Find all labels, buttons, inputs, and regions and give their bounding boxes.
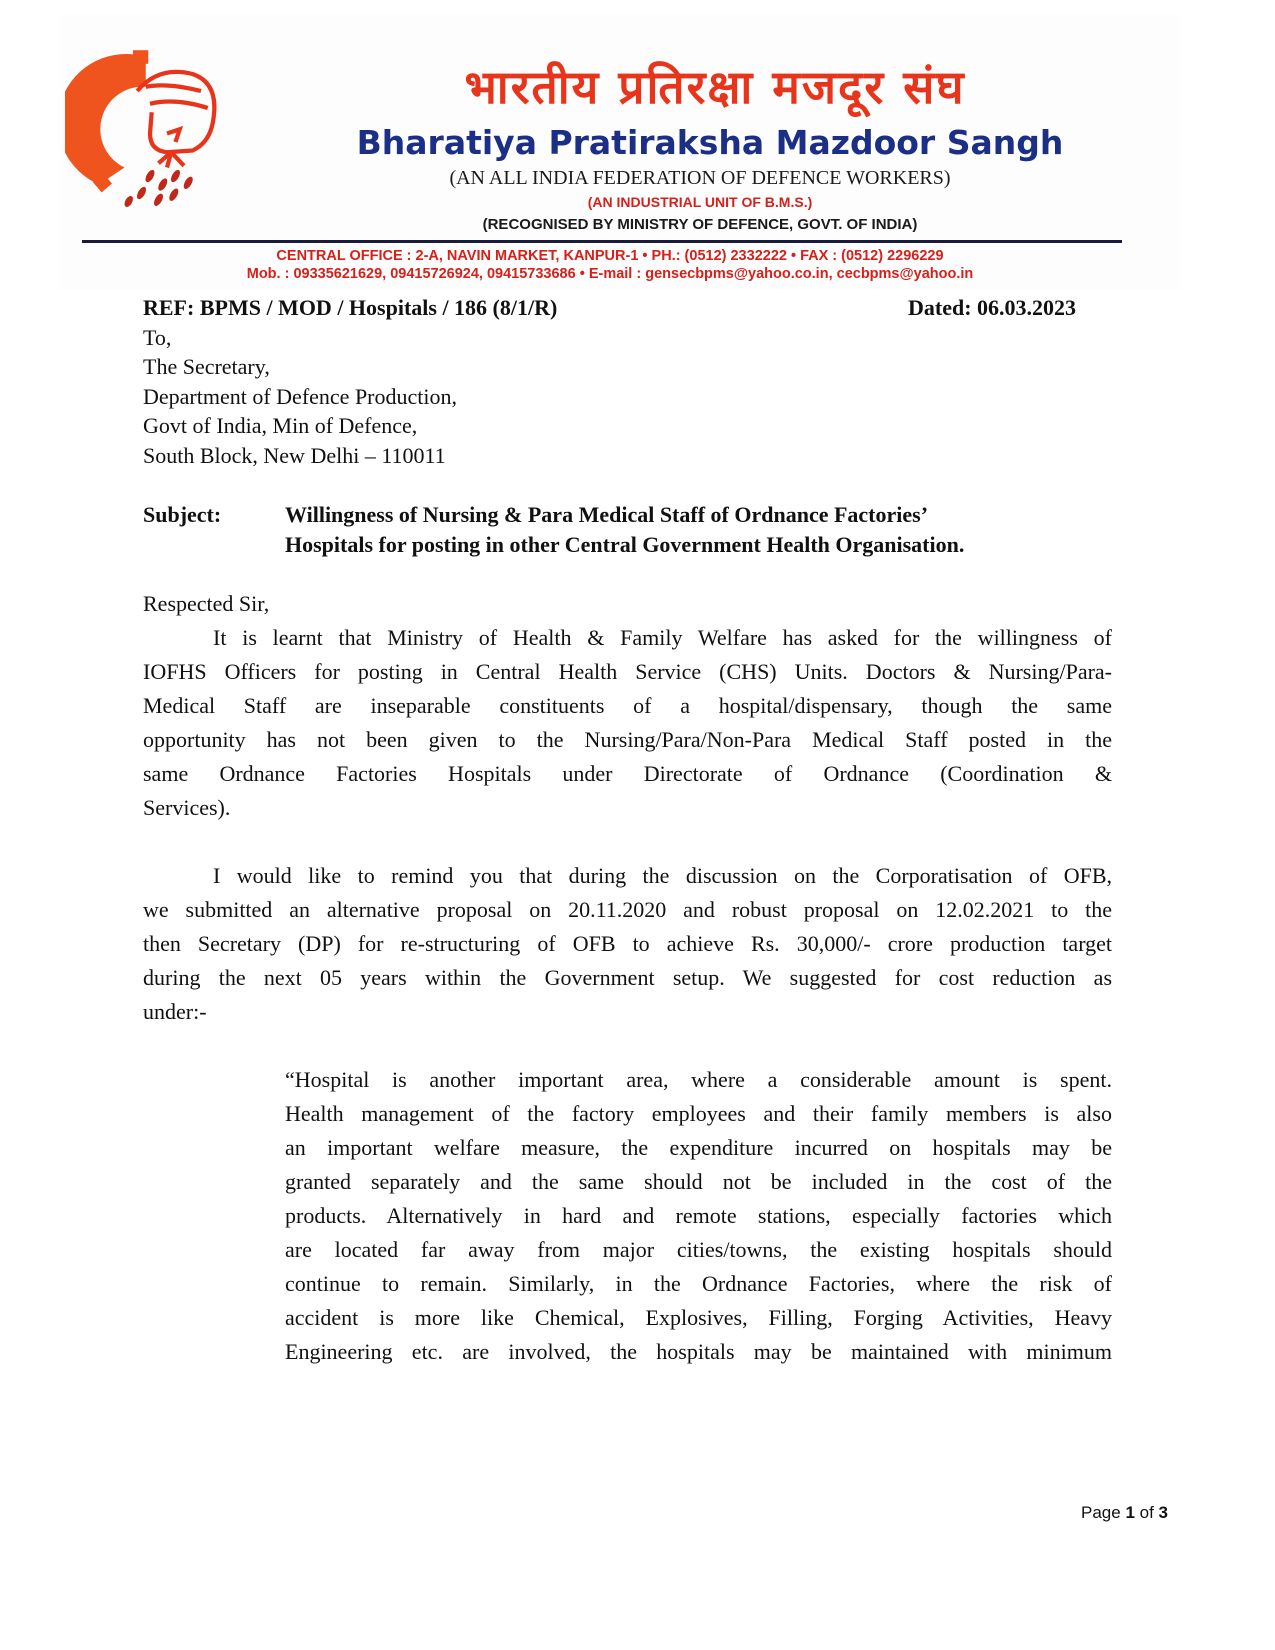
quote-line: “Hospital is another important area, where a considerable amount is spent.	[285, 1067, 1112, 1092]
quote-line: Health management of the factory employees and their family members is also	[285, 1101, 1112, 1126]
paragraph-line: Medical Staff are inseparable constituents of a hospital/dispensary, though the same	[143, 693, 1112, 718]
tagline-bms: (AN INDUSTRIAL UNIT OF B.M.S.)	[587, 194, 813, 210]
subject-line: Hospitals for posting in other Central Government Health Organisation.	[285, 532, 965, 557]
page-total: 3	[1158, 1503, 1168, 1522]
english-title: Bharatiya Pratiraksha Mazdoor Sangh	[356, 123, 1064, 162]
paragraph-line: same Ordnance Factories Hospitals under Directorate of Ordnance (Coordination &	[143, 761, 1112, 786]
page-number	[1081, 1503, 1168, 1523]
paragraph-line: we submitted an alternative proposal on 20.11.2020 and robust proposal on 12.02.2021 to the	[143, 897, 1112, 922]
paragraph-line: It is learnt that Ministry of Health & Family Welfare has asked for the willingness of	[213, 625, 1112, 650]
paragraph-1	[143, 621, 1112, 825]
hindi-title: भारतीय प्रतिरक्षा मजदूर संघ	[464, 60, 966, 114]
paragraph-line: Services).	[143, 795, 231, 820]
page-prefix: Page	[1081, 1503, 1126, 1522]
paragraph-line: opportunity has not been given to the Nursing/Para/Non-Para Medical Staff posted in the	[143, 727, 1112, 752]
page-current: 1	[1125, 1503, 1135, 1522]
letterhead-divider	[82, 240, 1122, 243]
paragraph-2	[143, 859, 1112, 1029]
to-label: To,	[143, 325, 172, 350]
subject-line: Willingness of Nursing & Para Medical Staff of Ordnance Factories’	[285, 502, 929, 527]
addressee-line: South Block, New Delhi – 110011	[143, 443, 446, 468]
paragraph-line: I would like to remind you that during the discussion on the Corporatisation of OFB,	[213, 863, 1112, 888]
paragraph-line: under:-	[143, 999, 207, 1024]
quote-line: Engineering etc. are involved, the hospitals may be maintained with minimum	[285, 1339, 1112, 1364]
addressee-line: Department of Defence Production,	[143, 384, 457, 409]
quote-line: continue to remain. Similarly, in the Ordnance Factories, where the risk of	[285, 1271, 1112, 1296]
letterhead	[60, 15, 1180, 290]
union-logo-icon	[65, 40, 235, 210]
paragraph-line: then Secretary (DP) for re-structuring of OFB to achieve Rs. 30,000/- crore production target	[143, 931, 1112, 956]
paragraph-line: during the next 05 years within the Government setup. We suggested for cost reduction as	[143, 965, 1112, 990]
quote-line: an important welfare measure, the expenditure incurred on hospitals may be	[285, 1135, 1112, 1160]
addressee-line: Govt of India, Min of Defence,	[143, 413, 418, 438]
contact-details: Mob. : 09335621629, 09415726924, 09415733686 • E-mail : gensecbpms@yahoo.co.in, cecbpms@yahoo.in	[246, 266, 974, 282]
salutation: Respected Sir,	[143, 591, 270, 616]
addressee-line: The Secretary,	[143, 354, 270, 379]
tagline-recognition: (RECOGNISED BY MINISTRY OF DEFENCE, GOVT. OF INDIA)	[482, 216, 918, 233]
quote-line: products. Alternatively in hard and remote stations, especially factories which	[285, 1203, 1112, 1228]
central-office-address: CENTRAL OFFICE : 2-A, NAVIN MARKET, KANPUR-1 • PH.: (0512) 2332222 • FAX : (0512) 2296229	[276, 248, 944, 264]
paragraph-line: IOFHS Officers for posting in Central Health Service (CHS) Units. Doctors & Nursing/Para-	[143, 659, 1112, 684]
quote-line: accident is more like Chemical, Explosives, Filling, Forging Activities, Heavy	[285, 1305, 1112, 1330]
subject-label: Subject:	[143, 502, 222, 527]
page-of: of	[1134, 1503, 1159, 1522]
quote-line: granted separately and the same should not be included in the cost of the	[285, 1169, 1112, 1194]
letter-date: Dated: 06.03.2023	[908, 295, 1077, 320]
quote-line: are located far away from major cities/towns, the existing hospitals should	[285, 1237, 1112, 1262]
tagline-federation: (AN ALL INDIA FEDERATION OF DEFENCE WORKERS)	[449, 167, 951, 189]
quoted-proposal	[285, 1063, 1112, 1369]
reference-number: REF: BPMS / MOD / Hospitals / 186 (8/1/R)	[143, 295, 558, 320]
